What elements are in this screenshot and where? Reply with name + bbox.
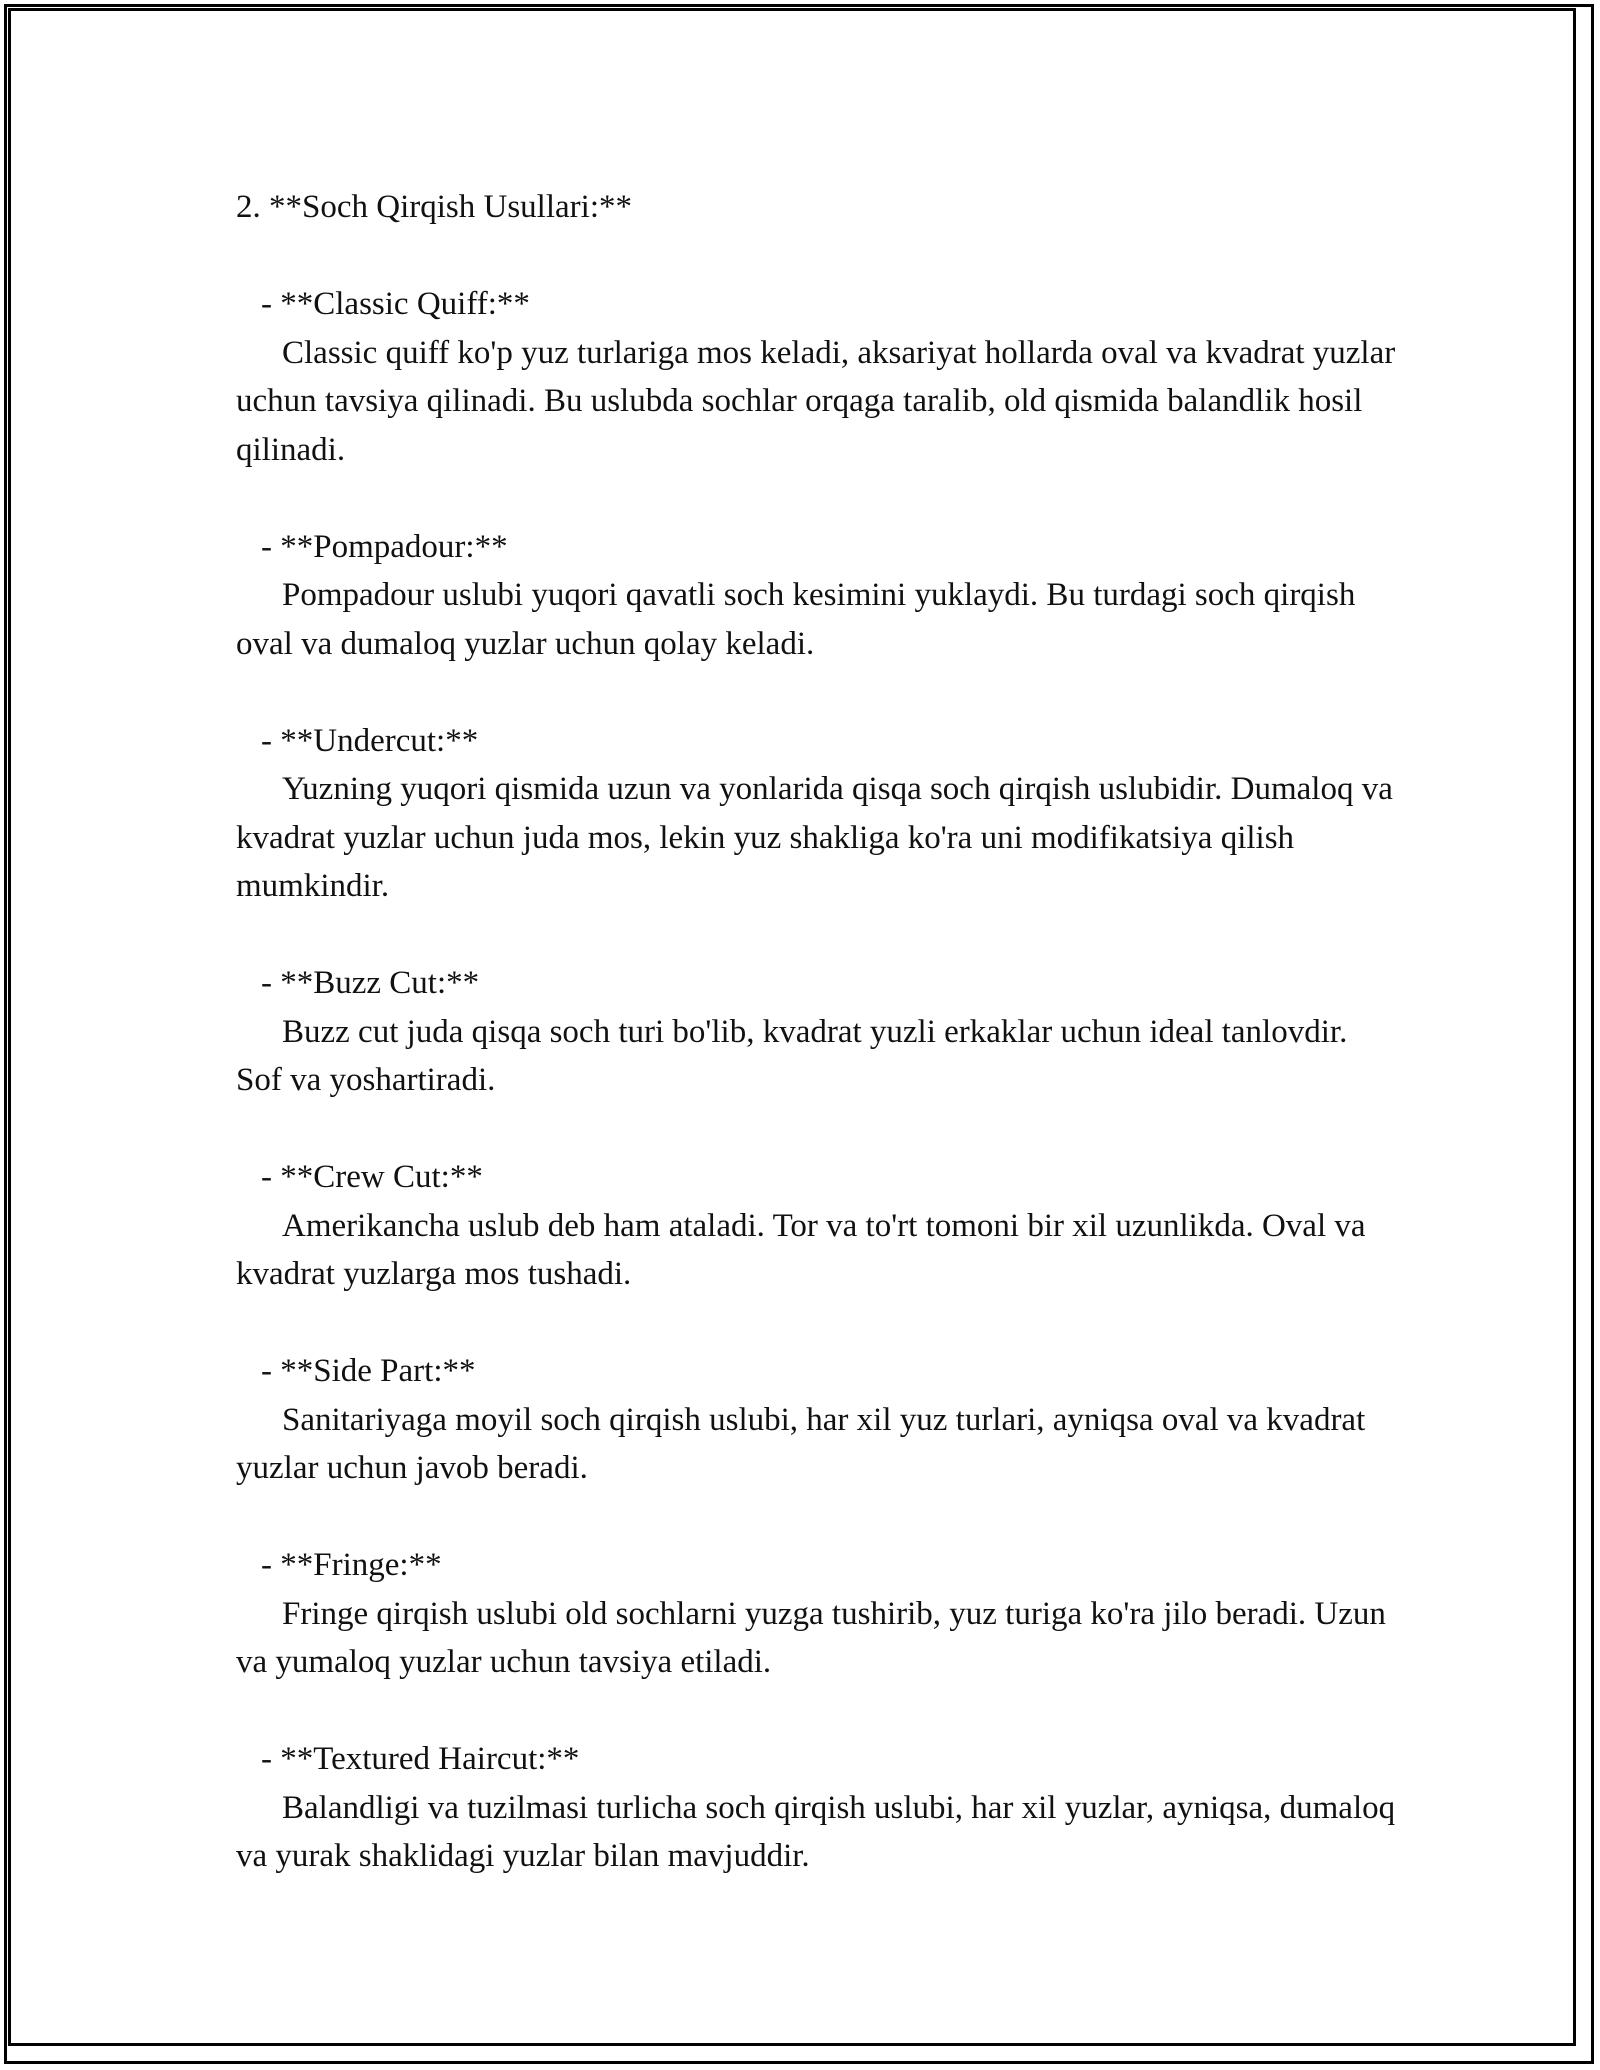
document-content <box>236 183 1396 1929</box>
section-title: - **Crew Cut:** <box>261 1159 483 1195</box>
section-body: Amerikancha uslub deb ham ataladi. Tor va to'rt tomoni bir xil uzunlikda. Oval va kvadrat yuzlarga mos tushadi. <box>236 1207 1366 1292</box>
section-pompadour <box>236 523 1396 669</box>
section-title: - **Buzz Cut:** <box>261 965 480 1001</box>
section-body: Buzz cut juda qisqa soch turi bo'lib, kvadrat yuzli erkaklar uchun ideal tanlovdir. Sof va yoshartiradi. <box>236 1013 1348 1098</box>
section-title: - **Textured Haircut:** <box>261 1741 580 1777</box>
section-classic-quiff <box>236 280 1396 474</box>
section-body: Balandligi va tuzilmasi turlicha soch qirqish uslubi, har xil yuzlar, ayniqsa, dumaloq va yurak shaklidagi yuzlar bilan mavjuddir. <box>236 1789 1396 1874</box>
section-body: Sanitariyaga moyil soch qirqish uslubi, har xil yuz turlari, ayniqsa oval va kvadrat yuzlar uchun javob beradi. <box>236 1401 1366 1486</box>
section-buzz-cut <box>236 959 1396 1105</box>
section-fringe <box>236 1541 1396 1687</box>
section-crew-cut <box>236 1153 1396 1299</box>
section-body: Fringe qirqish uslubi old sochlarni yuzga tushirib, yuz turiga ko'ra jilo beradi. Uzun va yumaloq yuzlar uchun tavsiya etiladi. <box>236 1595 1386 1680</box>
section-title: - **Classic Quiff:** <box>261 286 530 322</box>
section-title: - **Side Part:** <box>261 1353 476 1389</box>
section-textured-haircut <box>236 1735 1396 1881</box>
section-body: Yuzning yuqori qismida uzun va yonlarida qisqa soch qirqish uslubidir. Dumaloq va kvadrat yuzlar uchun juda mos, lekin yuz shakliga ko'ra uni modifikatsiya qilish mumkindir. <box>236 771 1393 904</box>
section-body: Pompadour uslubi yuqori qavatli soch kesimini yuklaydi. Bu turdagi soch qirqish oval va dumaloq yuzlar uchun qolay keladi. <box>236 577 1356 662</box>
section-side-part <box>236 1347 1396 1493</box>
section-title: - **Fringe:** <box>261 1547 442 1583</box>
document-heading: 2. **Soch Qirqish Usullari:** <box>236 189 632 225</box>
section-undercut <box>236 717 1396 911</box>
section-title: - **Pompadour:** <box>261 528 508 565</box>
section-body: Classic quiff ko'p yuz turlariga mos keladi, aksariyat hollarda oval va kvadrat yuzlar uchun tavsiya qilinadi. Bu uslubda sochlar orqaga taralib, old qismida balandlik hosil qilinadi. <box>236 334 1396 468</box>
section-title: - **Undercut:** <box>261 722 479 759</box>
